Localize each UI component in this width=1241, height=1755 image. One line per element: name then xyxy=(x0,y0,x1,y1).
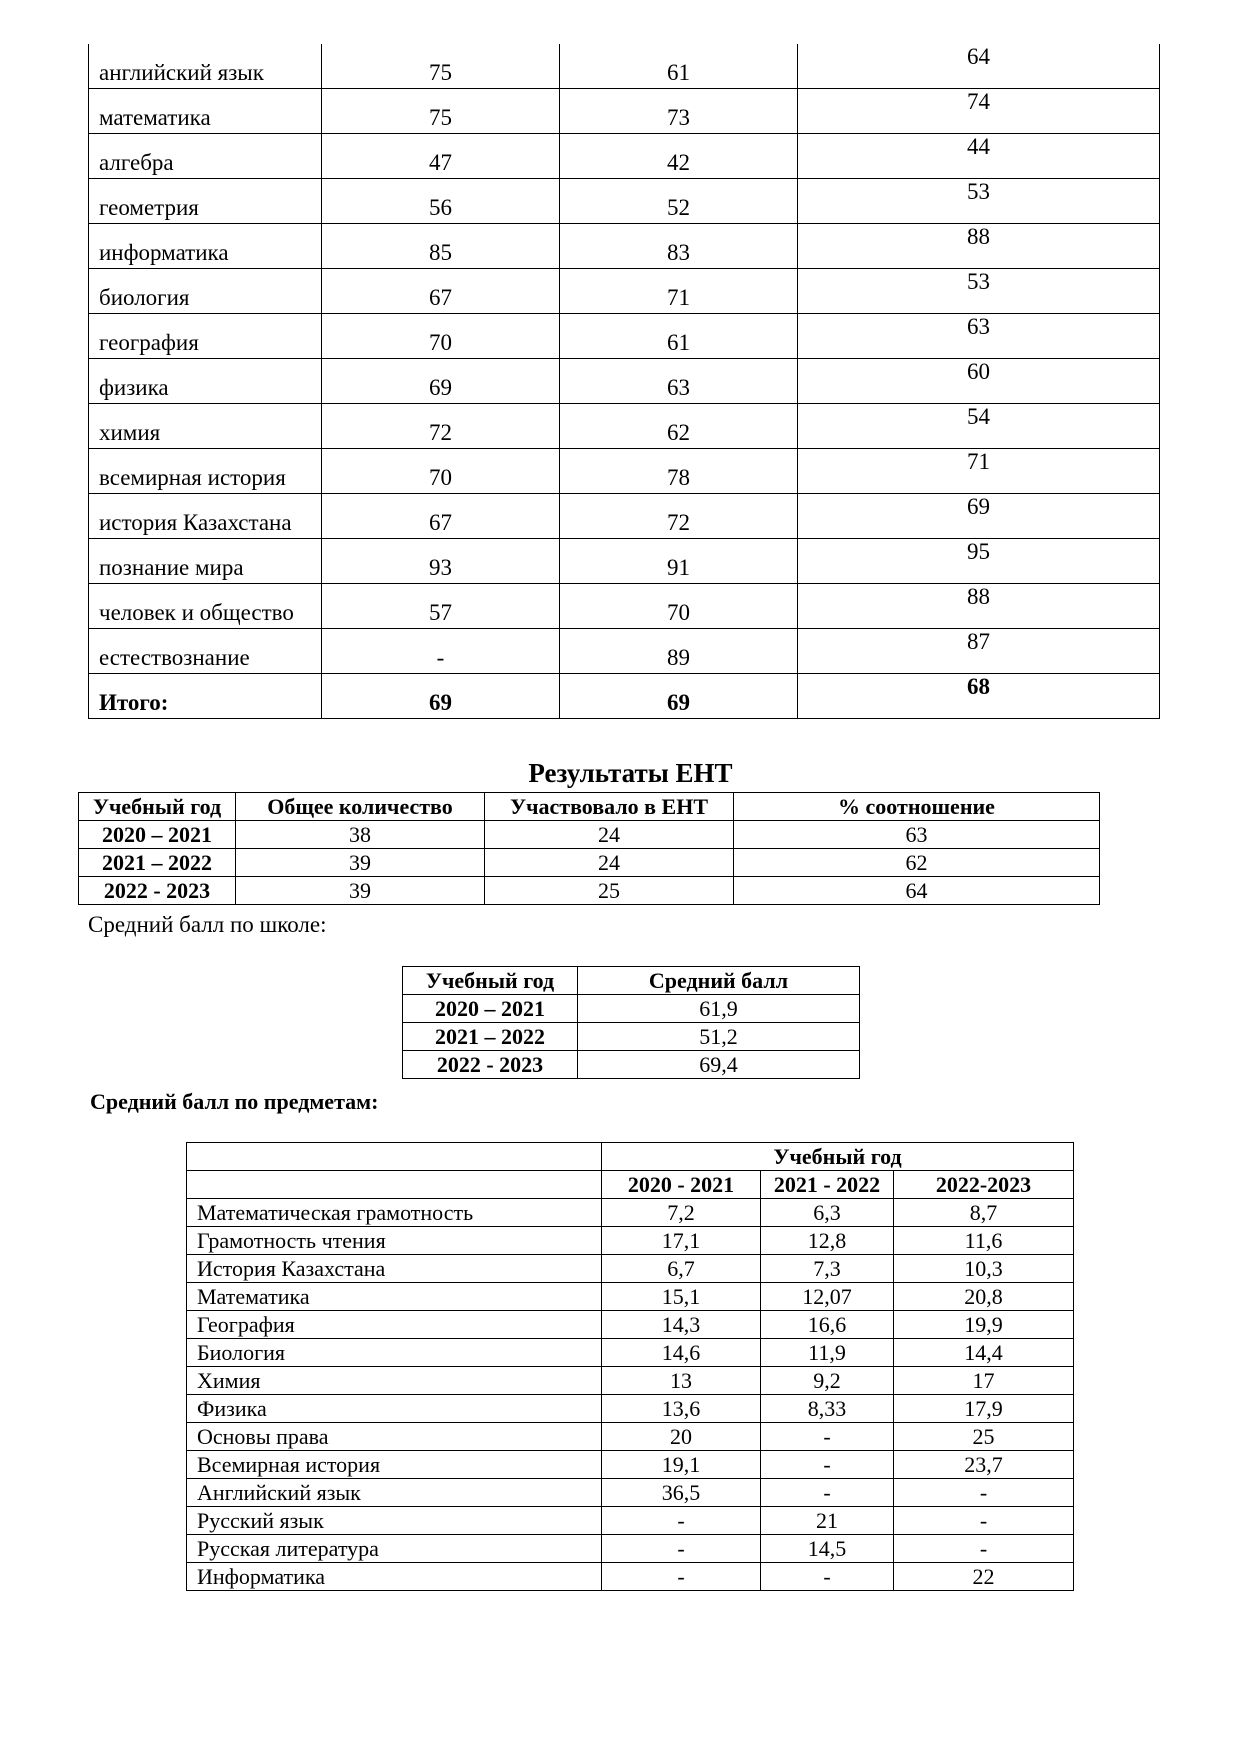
value-cell: 11,6 xyxy=(894,1227,1074,1255)
value-cell: - xyxy=(761,1563,894,1591)
subject-cell: история Казахстана xyxy=(89,494,322,539)
value-cell: 89 xyxy=(560,629,798,674)
value-cell: 87 xyxy=(798,629,1160,674)
table-row xyxy=(89,314,1160,359)
table-row xyxy=(89,224,1160,269)
table-row xyxy=(187,1395,1074,1423)
table-row xyxy=(79,849,1100,877)
subject-cell: физика xyxy=(89,359,322,404)
value-cell: 14,5 xyxy=(761,1535,894,1563)
value-cell: 16,6 xyxy=(761,1311,894,1339)
value-cell: 61 xyxy=(560,44,798,89)
value-cell: 36,5 xyxy=(602,1479,761,1507)
participated-cell: 25 xyxy=(485,877,734,905)
subject-cell: Всемирная история xyxy=(187,1451,602,1479)
table-row xyxy=(187,1535,1074,1563)
table-row xyxy=(187,1479,1074,1507)
value-cell: 44 xyxy=(798,134,1160,179)
value-cell: - xyxy=(602,1563,761,1591)
value-cell: 71 xyxy=(798,449,1160,494)
value-cell: 19,1 xyxy=(602,1451,761,1479)
table-row xyxy=(403,1023,860,1051)
value-cell: - xyxy=(894,1507,1074,1535)
value-cell: 69 xyxy=(798,494,1160,539)
value-cell: 72 xyxy=(560,494,798,539)
total-value-cell: 69 xyxy=(560,674,798,719)
subject-cell: информатика xyxy=(89,224,322,269)
value-cell: - xyxy=(894,1479,1074,1507)
value-cell: - xyxy=(761,1479,894,1507)
value-cell: - xyxy=(761,1423,894,1451)
value-cell: 88 xyxy=(798,224,1160,269)
table-row xyxy=(89,629,1160,674)
header-cell: % соотношение xyxy=(734,793,1100,821)
total-count-cell: 39 xyxy=(236,849,485,877)
header-empty-cell xyxy=(187,1171,602,1199)
value-cell: 12,07 xyxy=(761,1283,894,1311)
value-cell: 42 xyxy=(560,134,798,179)
subject-cell: всемирная история xyxy=(89,449,322,494)
table-row xyxy=(187,1451,1074,1479)
percent-cell: 62 xyxy=(734,849,1100,877)
value-cell: 73 xyxy=(560,89,798,134)
year-cell: 2021 – 2022 xyxy=(79,849,236,877)
value-cell: 12,8 xyxy=(761,1227,894,1255)
table-row xyxy=(89,494,1160,539)
value-cell: - xyxy=(602,1535,761,1563)
value-cell: 72 xyxy=(322,404,560,449)
score-cell: 69,4 xyxy=(578,1051,860,1079)
value-cell: 20,8 xyxy=(894,1283,1074,1311)
table-header-row xyxy=(187,1143,1074,1171)
value-cell: 17,1 xyxy=(602,1227,761,1255)
total-count-cell: 39 xyxy=(236,877,485,905)
subject-cell: познание мира xyxy=(89,539,322,584)
subject-cell: математика xyxy=(89,89,322,134)
value-cell: - xyxy=(602,1507,761,1535)
total-label-cell: Итого: xyxy=(89,674,322,719)
value-cell: 67 xyxy=(322,269,560,314)
subject-cell: География xyxy=(187,1311,602,1339)
value-cell: 78 xyxy=(560,449,798,494)
value-cell: 64 xyxy=(798,44,1160,89)
subject-cell: геометрия xyxy=(89,179,322,224)
total-row xyxy=(89,674,1160,719)
value-cell: 21 xyxy=(761,1507,894,1535)
header-cell: Учебный год xyxy=(403,967,578,995)
subject-cell: Математика xyxy=(187,1283,602,1311)
value-cell: 7,3 xyxy=(761,1255,894,1283)
subject-cell: История Казахстана xyxy=(187,1255,602,1283)
table-row xyxy=(89,584,1160,629)
value-cell: - xyxy=(894,1535,1074,1563)
percent-cell: 63 xyxy=(734,821,1100,849)
value-cell: 47 xyxy=(322,134,560,179)
header-cell: 2020 - 2021 xyxy=(602,1171,761,1199)
header-cell: Общее количество xyxy=(236,793,485,821)
total-count-cell: 38 xyxy=(236,821,485,849)
table-row xyxy=(187,1283,1074,1311)
year-cell: 2022 - 2023 xyxy=(79,877,236,905)
subject-cell: человек и общество xyxy=(89,584,322,629)
value-cell: 19,9 xyxy=(894,1311,1074,1339)
value-cell: - xyxy=(761,1451,894,1479)
table-row xyxy=(187,1367,1074,1395)
table-header-row xyxy=(79,793,1100,821)
value-cell: 7,2 xyxy=(602,1199,761,1227)
year-cell: 2020 – 2021 xyxy=(79,821,236,849)
subject-cell: Основы права xyxy=(187,1423,602,1451)
value-cell: 70 xyxy=(322,449,560,494)
table-row xyxy=(187,1339,1074,1367)
value-cell: 74 xyxy=(798,89,1160,134)
year-cell: 2021 – 2022 xyxy=(403,1023,578,1051)
table-header-row xyxy=(403,967,860,995)
table-row xyxy=(403,1051,860,1079)
value-cell: 60 xyxy=(798,359,1160,404)
table-row xyxy=(187,1423,1074,1451)
subject-cell: Физика xyxy=(187,1395,602,1423)
value-cell: 69 xyxy=(322,359,560,404)
value-cell: 25 xyxy=(894,1423,1074,1451)
value-cell: - xyxy=(322,629,560,674)
value-cell: 20 xyxy=(602,1423,761,1451)
value-cell: 53 xyxy=(798,179,1160,224)
year-cell: 2020 – 2021 xyxy=(403,995,578,1023)
value-cell: 14,4 xyxy=(894,1339,1074,1367)
table-row xyxy=(187,1199,1074,1227)
value-cell: 8,7 xyxy=(894,1199,1074,1227)
ent-results-table xyxy=(78,792,1100,905)
subject-average-label: Средний балл по предметам: xyxy=(90,1089,379,1114)
subject-quality-table xyxy=(88,44,1160,719)
table-row xyxy=(187,1255,1074,1283)
subject-cell: естествознание xyxy=(89,629,322,674)
value-cell: 63 xyxy=(798,314,1160,359)
value-cell: 14,3 xyxy=(602,1311,761,1339)
value-cell: 15,1 xyxy=(602,1283,761,1311)
value-cell: 6,3 xyxy=(761,1199,894,1227)
value-cell: 8,33 xyxy=(761,1395,894,1423)
table-row xyxy=(187,1227,1074,1255)
value-cell: 75 xyxy=(322,44,560,89)
subject-cell: Химия xyxy=(187,1367,602,1395)
value-cell: 10,3 xyxy=(894,1255,1074,1283)
value-cell: 95 xyxy=(798,539,1160,584)
value-cell: 63 xyxy=(560,359,798,404)
subject-cell: география xyxy=(89,314,322,359)
table-row xyxy=(89,89,1160,134)
table-row xyxy=(79,821,1100,849)
header-cell: Средний балл xyxy=(578,967,860,995)
participated-cell: 24 xyxy=(485,849,734,877)
value-cell: 62 xyxy=(560,404,798,449)
table-row xyxy=(89,134,1160,179)
value-cell: 23,7 xyxy=(894,1451,1074,1479)
subject-cell: Русский язык xyxy=(187,1507,602,1535)
table-row xyxy=(403,995,860,1023)
value-cell: 70 xyxy=(560,584,798,629)
value-cell: 93 xyxy=(322,539,560,584)
table-row xyxy=(187,1507,1074,1535)
participated-cell: 24 xyxy=(485,821,734,849)
value-cell: 54 xyxy=(798,404,1160,449)
table-row xyxy=(187,1311,1074,1339)
value-cell: 70 xyxy=(322,314,560,359)
value-cell: 22 xyxy=(894,1563,1074,1591)
total-value-cell: 68 xyxy=(798,674,1160,719)
value-cell: 17,9 xyxy=(894,1395,1074,1423)
subject-cell: Информатика xyxy=(187,1563,602,1591)
school-average-table xyxy=(402,966,860,1079)
value-cell: 6,7 xyxy=(602,1255,761,1283)
value-cell: 14,6 xyxy=(602,1339,761,1367)
table-row xyxy=(89,359,1160,404)
value-cell: 85 xyxy=(322,224,560,269)
value-cell: 17 xyxy=(894,1367,1074,1395)
value-cell: 11,9 xyxy=(761,1339,894,1367)
value-cell: 71 xyxy=(560,269,798,314)
subject-cell: английский язык xyxy=(89,44,322,89)
header-cell: 2021 - 2022 xyxy=(761,1171,894,1199)
value-cell: 88 xyxy=(798,584,1160,629)
header-cell: Участвовало в ЕНТ xyxy=(485,793,734,821)
group-header-cell: Учебный год xyxy=(602,1143,1074,1171)
header-cell: Учебный год xyxy=(79,793,236,821)
header-empty-cell xyxy=(187,1143,602,1171)
subject-cell: биология xyxy=(89,269,322,314)
subject-cell: химия xyxy=(89,404,322,449)
value-cell: 53 xyxy=(798,269,1160,314)
subject-cell: Английский язык xyxy=(187,1479,602,1507)
table-row xyxy=(89,179,1160,224)
header-cell: 2022-2023 xyxy=(894,1171,1074,1199)
subject-cell: алгебра xyxy=(89,134,322,179)
value-cell: 57 xyxy=(322,584,560,629)
value-cell: 75 xyxy=(322,89,560,134)
table-row xyxy=(89,539,1160,584)
table-row xyxy=(89,449,1160,494)
value-cell: 9,2 xyxy=(761,1367,894,1395)
value-cell: 52 xyxy=(560,179,798,224)
value-cell: 61 xyxy=(560,314,798,359)
value-cell: 91 xyxy=(560,539,798,584)
subject-cell: Биология xyxy=(187,1339,602,1367)
table-header-row xyxy=(187,1171,1074,1199)
school-average-label: Средний балл по школе: xyxy=(88,912,327,937)
ent-results-title: Результаты ЕНТ xyxy=(528,758,733,788)
percent-cell: 64 xyxy=(734,877,1100,905)
subject-cell: Русская литература xyxy=(187,1535,602,1563)
value-cell: 56 xyxy=(322,179,560,224)
table-row xyxy=(89,404,1160,449)
subject-cell: Грамотность чтения xyxy=(187,1227,602,1255)
score-cell: 61,9 xyxy=(578,995,860,1023)
total-value-cell: 69 xyxy=(322,674,560,719)
value-cell: 13,6 xyxy=(602,1395,761,1423)
subject-cell: Математическая грамотность xyxy=(187,1199,602,1227)
value-cell: 13 xyxy=(602,1367,761,1395)
score-cell: 51,2 xyxy=(578,1023,860,1051)
table-row xyxy=(79,877,1100,905)
table-row xyxy=(187,1563,1074,1591)
table-row xyxy=(89,44,1160,89)
subject-average-table xyxy=(186,1142,1074,1591)
value-cell: 67 xyxy=(322,494,560,539)
value-cell: 83 xyxy=(560,224,798,269)
table-row xyxy=(89,269,1160,314)
year-cell: 2022 - 2023 xyxy=(403,1051,578,1079)
